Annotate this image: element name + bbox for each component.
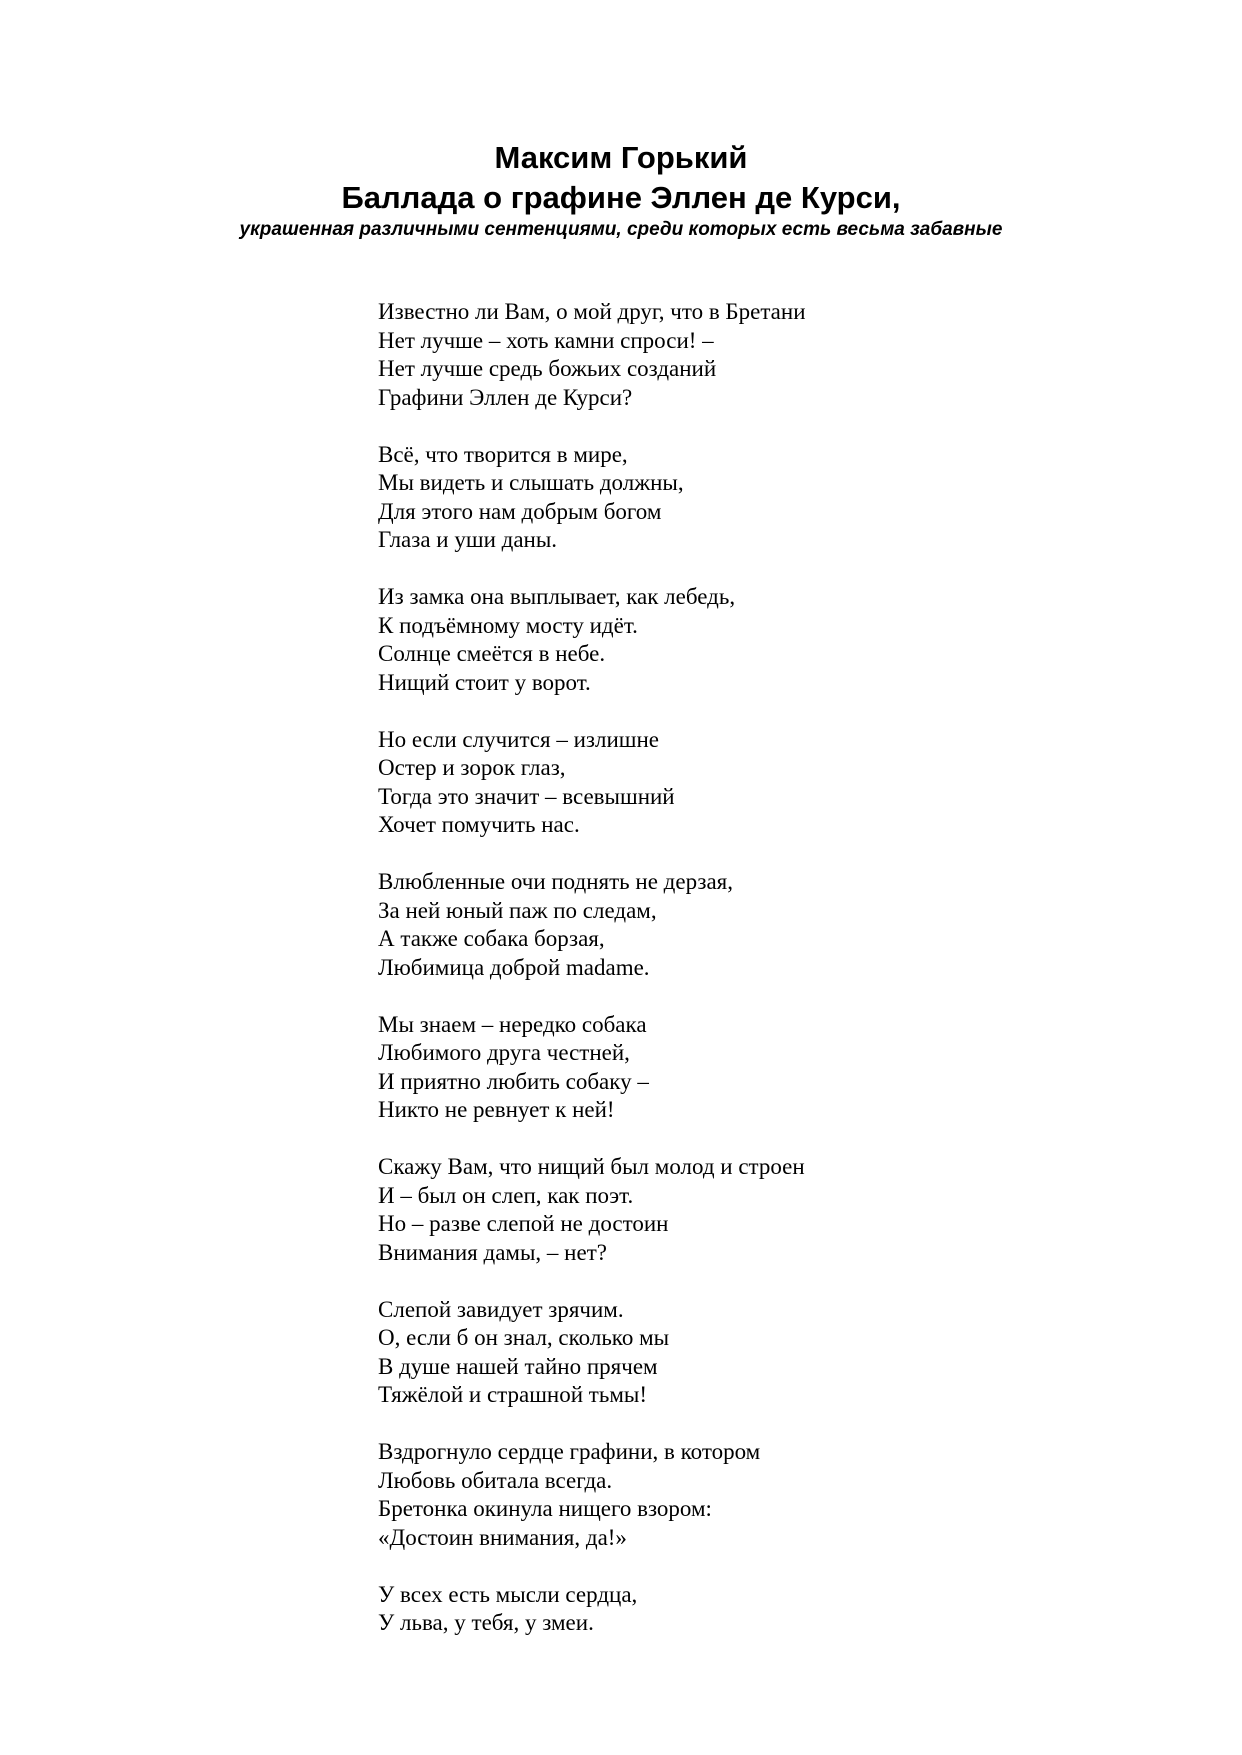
stanza (378, 868, 1138, 982)
poem-line: Из замка она выплывает, как лебедь, (378, 584, 736, 609)
poem-line: Внимания дамы, – нет? (378, 1239, 607, 1265)
document-header (0, 138, 1242, 242)
poem-line: Графини Эллен де Курси? (378, 384, 633, 410)
poem-line: Никто не ревнует к ней! (378, 1097, 615, 1122)
poem-line: Известно ли Вам, о мой друг, что в Бретани (378, 299, 806, 324)
poem-line: Глаза и уши даны. (378, 527, 558, 552)
poem-line: У льва, у тебя, у змеи. (378, 1610, 594, 1635)
poem-line: И приятно любить собаку – (378, 1068, 649, 1094)
poem-line: Вздрогнуло сердце графини, в котором (378, 1439, 761, 1464)
poem-line: Тогда это значит – всевышний (378, 783, 675, 809)
stanza (378, 1438, 1138, 1552)
poem-line: О, если б он знал, сколько мы (378, 1325, 670, 1350)
poem-line: За ней юный паж по следам, (378, 897, 657, 923)
poem-line: Всё, что творится в мире, (378, 441, 628, 467)
stanza (378, 1581, 1138, 1638)
poem-line: Нет лучше средь божьих созданий (378, 356, 717, 381)
poem-line: А также собака борзая, (378, 926, 605, 951)
poem-line: Мы знаем – нередко собака (378, 1011, 647, 1037)
poem-line: Нет лучше – хоть камни спроси! – (378, 327, 714, 353)
stanza (378, 441, 1138, 555)
poem-line: Мы видеть и слышать должны, (378, 470, 684, 495)
poem-line: Но если случится – излишне (378, 726, 659, 752)
poem-line: Тяжёлой и страшной тьмы! (378, 1382, 647, 1407)
poem-line: Любовь обитала всегда. (378, 1467, 613, 1493)
poem-line: Но – разве слепой не достоин (378, 1211, 669, 1236)
poem-line: Любимица доброй madame. (378, 954, 650, 980)
poem-title: Баллада о графине Эллен де Курси, (341, 180, 901, 215)
stanza (378, 1011, 1138, 1125)
poem-line: К подъёмному мосту идёт. (378, 612, 638, 638)
poem-line: Влюбленные очи поднять не дерзая, (378, 869, 733, 894)
poem-line: «Достоин внимания, да!» (378, 1524, 627, 1550)
poem-line: И – был он слеп, как поэт. (378, 1182, 634, 1208)
poem-line: Слепой завидует зрячим. (378, 1296, 624, 1322)
stanza (378, 583, 1138, 697)
poem-line: Нищий стоит у ворот. (378, 669, 591, 695)
poem-line: Солнце смеётся в небе. (378, 641, 606, 666)
poem-line: Скажу Вам, что нищий был молод и строен (378, 1154, 805, 1179)
poem-line: Любимого друга честней, (378, 1040, 630, 1065)
stanza (378, 726, 1138, 840)
poem-line: Остер и зорок глаз, (378, 755, 566, 780)
poem-subtitle: украшенная различными сентенциями, среди которых есть весьма забавные (239, 219, 1003, 240)
poem-line: Для этого нам добрым богом (378, 498, 662, 524)
stanza (378, 1296, 1138, 1410)
poem-body (378, 298, 1138, 1666)
poem-line: В душе нашей тайно прячем (378, 1353, 658, 1379)
poem-line: Хочет помучить нас. (378, 812, 580, 837)
stanza (378, 1153, 1138, 1267)
stanza (378, 298, 1138, 412)
author-name: Максим Горький (494, 140, 748, 175)
poem-line: У всех есть мысли сердца, (378, 1581, 638, 1607)
poem-line: Бретонка окинула нищего взором: (378, 1496, 712, 1521)
